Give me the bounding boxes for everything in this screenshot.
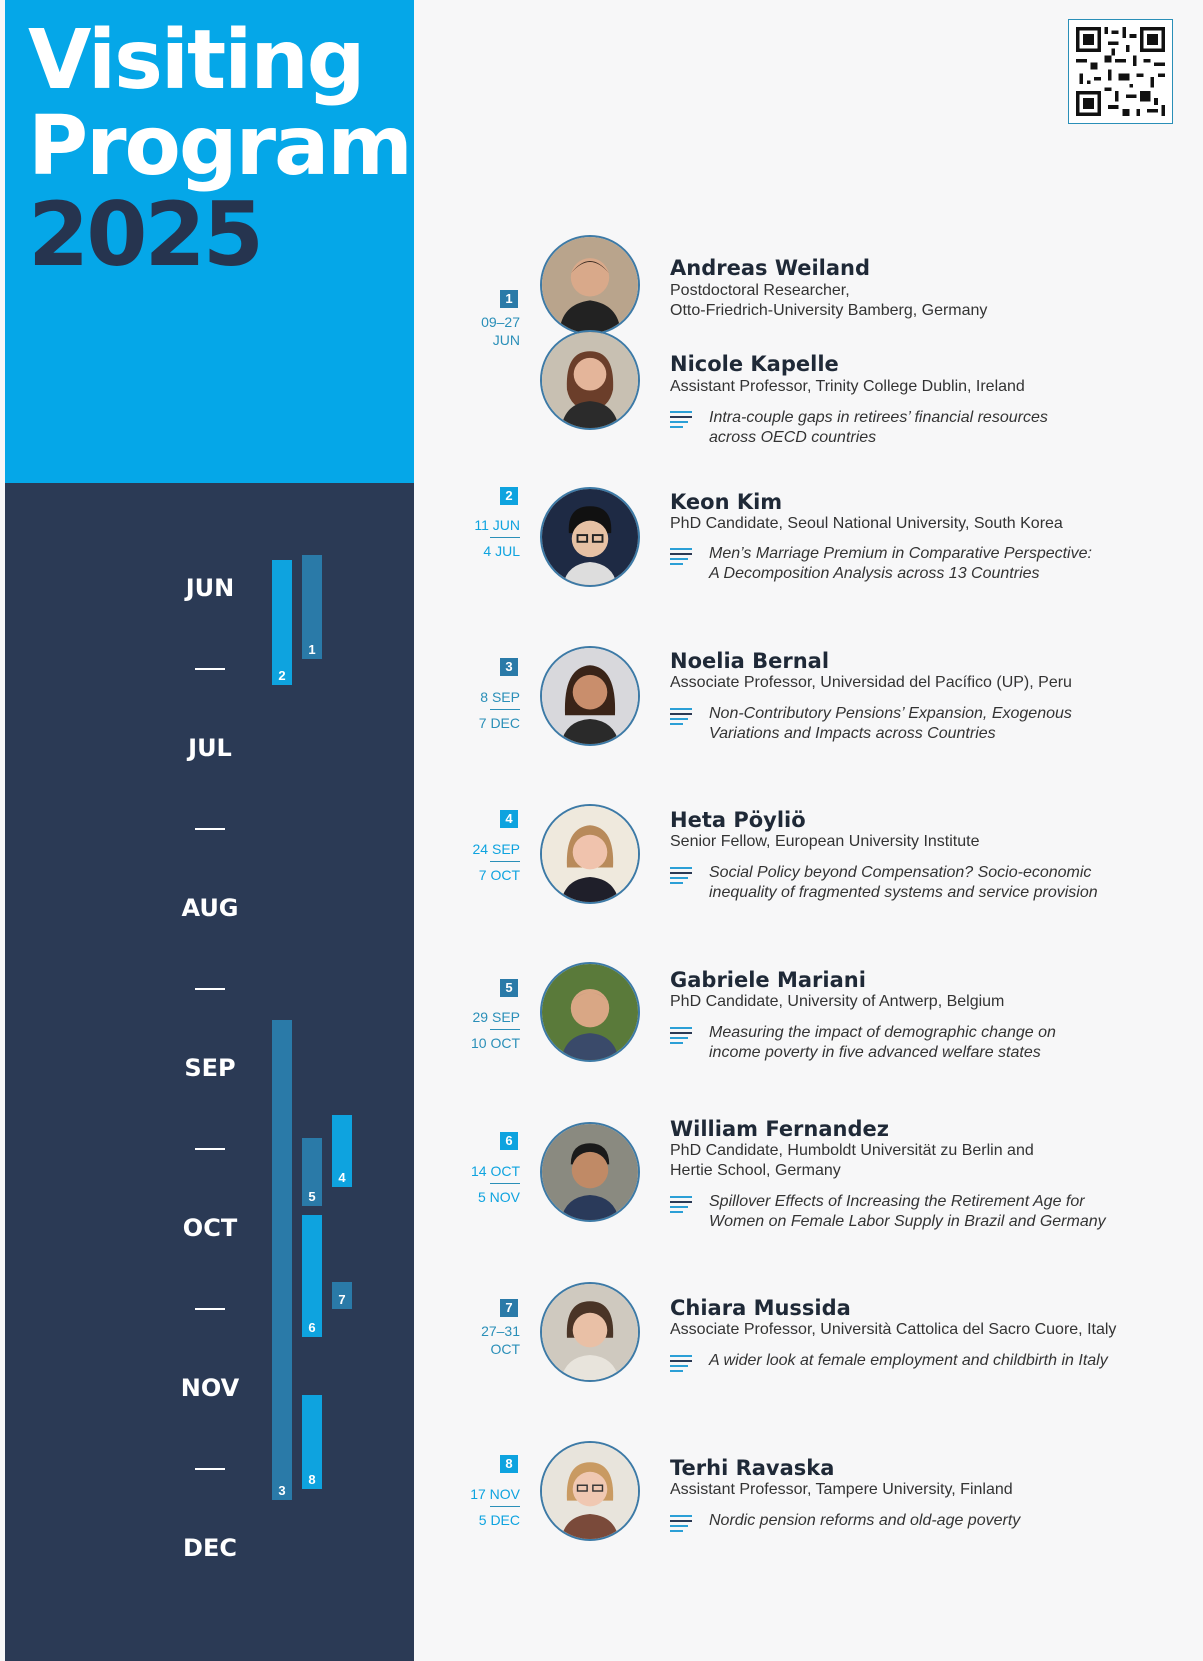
visit-end-date: 10 OCT: [470, 1035, 520, 1051]
paper-title: Men’s Marriage Premium in Comparative Perspective:: [709, 545, 1092, 562]
visit-start-date: 11 JUN: [474, 517, 520, 533]
avatar: [540, 235, 640, 335]
avatar: [540, 330, 640, 430]
timeline-bar-1: [302, 555, 322, 659]
visit-number-badge: 1: [500, 290, 518, 308]
bar-label: 3: [278, 1483, 286, 1498]
avatar: [540, 962, 640, 1062]
visitor-name: Nicole Kapelle: [670, 352, 839, 376]
visitor-affiliation: Assistant Professor, Tampere University, Finland: [670, 1481, 1013, 1498]
month-dec: DEC: [183, 1534, 237, 1562]
date-divider: [490, 537, 520, 538]
timeline-bar-2: [272, 560, 292, 685]
visitor-affiliation: Associate Professor, Universidad del Pacífico (UP), Peru: [670, 674, 1072, 691]
bar-label: 1: [308, 642, 316, 657]
visitor-name: Terhi Ravaska: [670, 1456, 835, 1480]
qr-code[interactable]: [1068, 19, 1173, 124]
timeline-bar-6: [302, 1215, 322, 1337]
paper-title: Nordic pension reforms and old-age poverty: [709, 1512, 1021, 1529]
visitor-affiliation: PhD Candidate, Humboldt Universität zu Berlin and: [670, 1142, 1034, 1159]
paper-title: across OECD countries: [709, 429, 877, 446]
page-title: [28, 13, 411, 286]
visit-start-date: 29 SEP: [472, 1009, 520, 1025]
date-divider: [490, 1029, 520, 1030]
visit-end-date: 7 OCT: [478, 867, 520, 883]
paper-icon: [670, 867, 692, 887]
visit-start-date: 8 SEP: [480, 689, 520, 705]
visitor-affiliation: PhD Candidate, Seoul National University, South Korea: [670, 515, 1063, 532]
paper-title: Measuring the impact of demographic change on: [709, 1024, 1056, 1041]
visitor-affiliation: PhD Candidate, University of Antwerp, Belgium: [670, 993, 1005, 1010]
visitor-name: Heta Pöyliö: [670, 808, 806, 832]
bar-label: 7: [338, 1292, 346, 1307]
month-divider: [195, 668, 225, 670]
visit-end-date: 7 DEC: [478, 715, 520, 731]
paper-icon: [670, 548, 692, 568]
date-divider: [490, 1183, 520, 1184]
visit-start-date: 14 OCT: [470, 1163, 520, 1179]
timeline-bar-7: [332, 1282, 352, 1309]
visit-number-badge: 8: [500, 1455, 518, 1473]
visit-end-date: 4 JUL: [483, 543, 520, 559]
paper-icon: [670, 1515, 692, 1535]
avatar: [540, 804, 640, 904]
paper-title: inequality of fragmented systems and service provision: [709, 884, 1098, 901]
paper-title: A Decomposition Analysis across 13 Countries: [709, 565, 1040, 582]
paper-title: Social Policy beyond Compensation? Socio-economic: [709, 864, 1092, 881]
paper-title: Variations and Impacts across Countries: [709, 725, 996, 742]
visitor-name: Gabriele Mariani: [670, 968, 866, 992]
visitor-affiliation: Associate Professor, Università Cattolica del Sacro Cuore, Italy: [670, 1321, 1117, 1338]
date-divider: [490, 709, 520, 710]
title-line-1: Visiting: [28, 13, 364, 108]
paper-title: Women on Female Labor Supply in Brazil and Germany: [709, 1213, 1106, 1230]
visit-date: 27–31: [481, 1323, 520, 1339]
paper-title: income poverty in five advanced welfare states: [709, 1044, 1041, 1061]
visit-number-badge: 3: [500, 658, 518, 676]
timeline-bar-8: [302, 1395, 322, 1489]
month-divider: [195, 828, 225, 830]
bar-label: 4: [338, 1170, 346, 1185]
title-year: 2025: [28, 183, 261, 286]
avatar: [540, 1441, 640, 1541]
paper-icon: [670, 1027, 692, 1047]
timeline-bar-5: [302, 1138, 322, 1206]
paper-icon: [670, 411, 692, 431]
paper-icon: [670, 1355, 692, 1375]
paper-title: Spillover Effects of Increasing the Retirement Age for: [709, 1193, 1085, 1210]
qr-code-icon: [1069, 20, 1172, 123]
visit-start-date: 24 SEP: [472, 841, 520, 857]
month-oct: OCT: [182, 1214, 238, 1242]
month-jun: JUN: [185, 574, 235, 602]
visitor-affiliation: Hertie School, Germany: [670, 1162, 841, 1179]
avatar: [540, 1122, 640, 1222]
month-nov: NOV: [180, 1374, 240, 1402]
visit-number-badge: 4: [500, 810, 518, 828]
paper-icon: [670, 708, 692, 728]
avatar: [540, 487, 640, 587]
visitor-name: William Fernandez: [670, 1117, 889, 1141]
visitor-affiliation: Senior Fellow, European University Institute: [670, 833, 980, 850]
paper-icon: [670, 1196, 692, 1216]
bar-label: 6: [308, 1320, 316, 1335]
visitor-affiliation: Postdoctoral Researcher,: [670, 282, 850, 299]
visitor-name: Keon Kim: [670, 490, 783, 514]
visit-number-badge: 2: [500, 487, 518, 505]
paper-title: Intra-couple gaps in retirees’ financial resources: [709, 409, 1048, 426]
visit-date: JUN: [492, 332, 520, 348]
timeline-bar-4: [332, 1115, 352, 1187]
paper-title: Non-Contributory Pensions’ Expansion, Exogenous: [709, 705, 1072, 722]
visitor-name: Chiara Mussida: [670, 1296, 851, 1320]
visit-number-badge: 6: [500, 1132, 518, 1150]
date-divider: [490, 861, 520, 862]
visit-date: 09–27: [481, 314, 520, 330]
timeline-bar-3: [272, 1020, 292, 1500]
avatar: [540, 646, 640, 746]
avatar: [540, 1282, 640, 1382]
bar-label: 2: [278, 668, 286, 683]
title-line-2: Program: [28, 99, 411, 194]
visit-start-date: 17 NOV: [470, 1486, 520, 1502]
month-divider: [195, 1308, 225, 1310]
visit-end-date: 5 DEC: [478, 1512, 520, 1528]
month-divider: [195, 1468, 225, 1470]
visit-number-badge: 5: [500, 979, 518, 997]
visit-date: OCT: [490, 1341, 520, 1357]
visitor-affiliation: Assistant Professor, Trinity College Dublin, Ireland: [670, 378, 1025, 395]
month-sep: SEP: [184, 1054, 236, 1082]
visitor-name: Noelia Bernal: [670, 649, 830, 673]
bar-label: 5: [308, 1189, 316, 1204]
month-aug: AUG: [181, 894, 239, 922]
month-divider: [195, 1148, 225, 1150]
month-jul: JUL: [188, 734, 232, 762]
bar-label: 8: [308, 1472, 316, 1487]
date-divider: [490, 1506, 520, 1507]
visitor-name: Andreas Weiland: [670, 256, 871, 280]
visit-end-date: 5 NOV: [477, 1189, 520, 1205]
visit-number-badge: 7: [500, 1299, 518, 1317]
visitor-affiliation: Otto-Friedrich-University Bamberg, Germany: [670, 302, 988, 319]
month-divider: [195, 988, 225, 990]
paper-title: A wider look at female employment and childbirth in Italy: [709, 1352, 1108, 1369]
